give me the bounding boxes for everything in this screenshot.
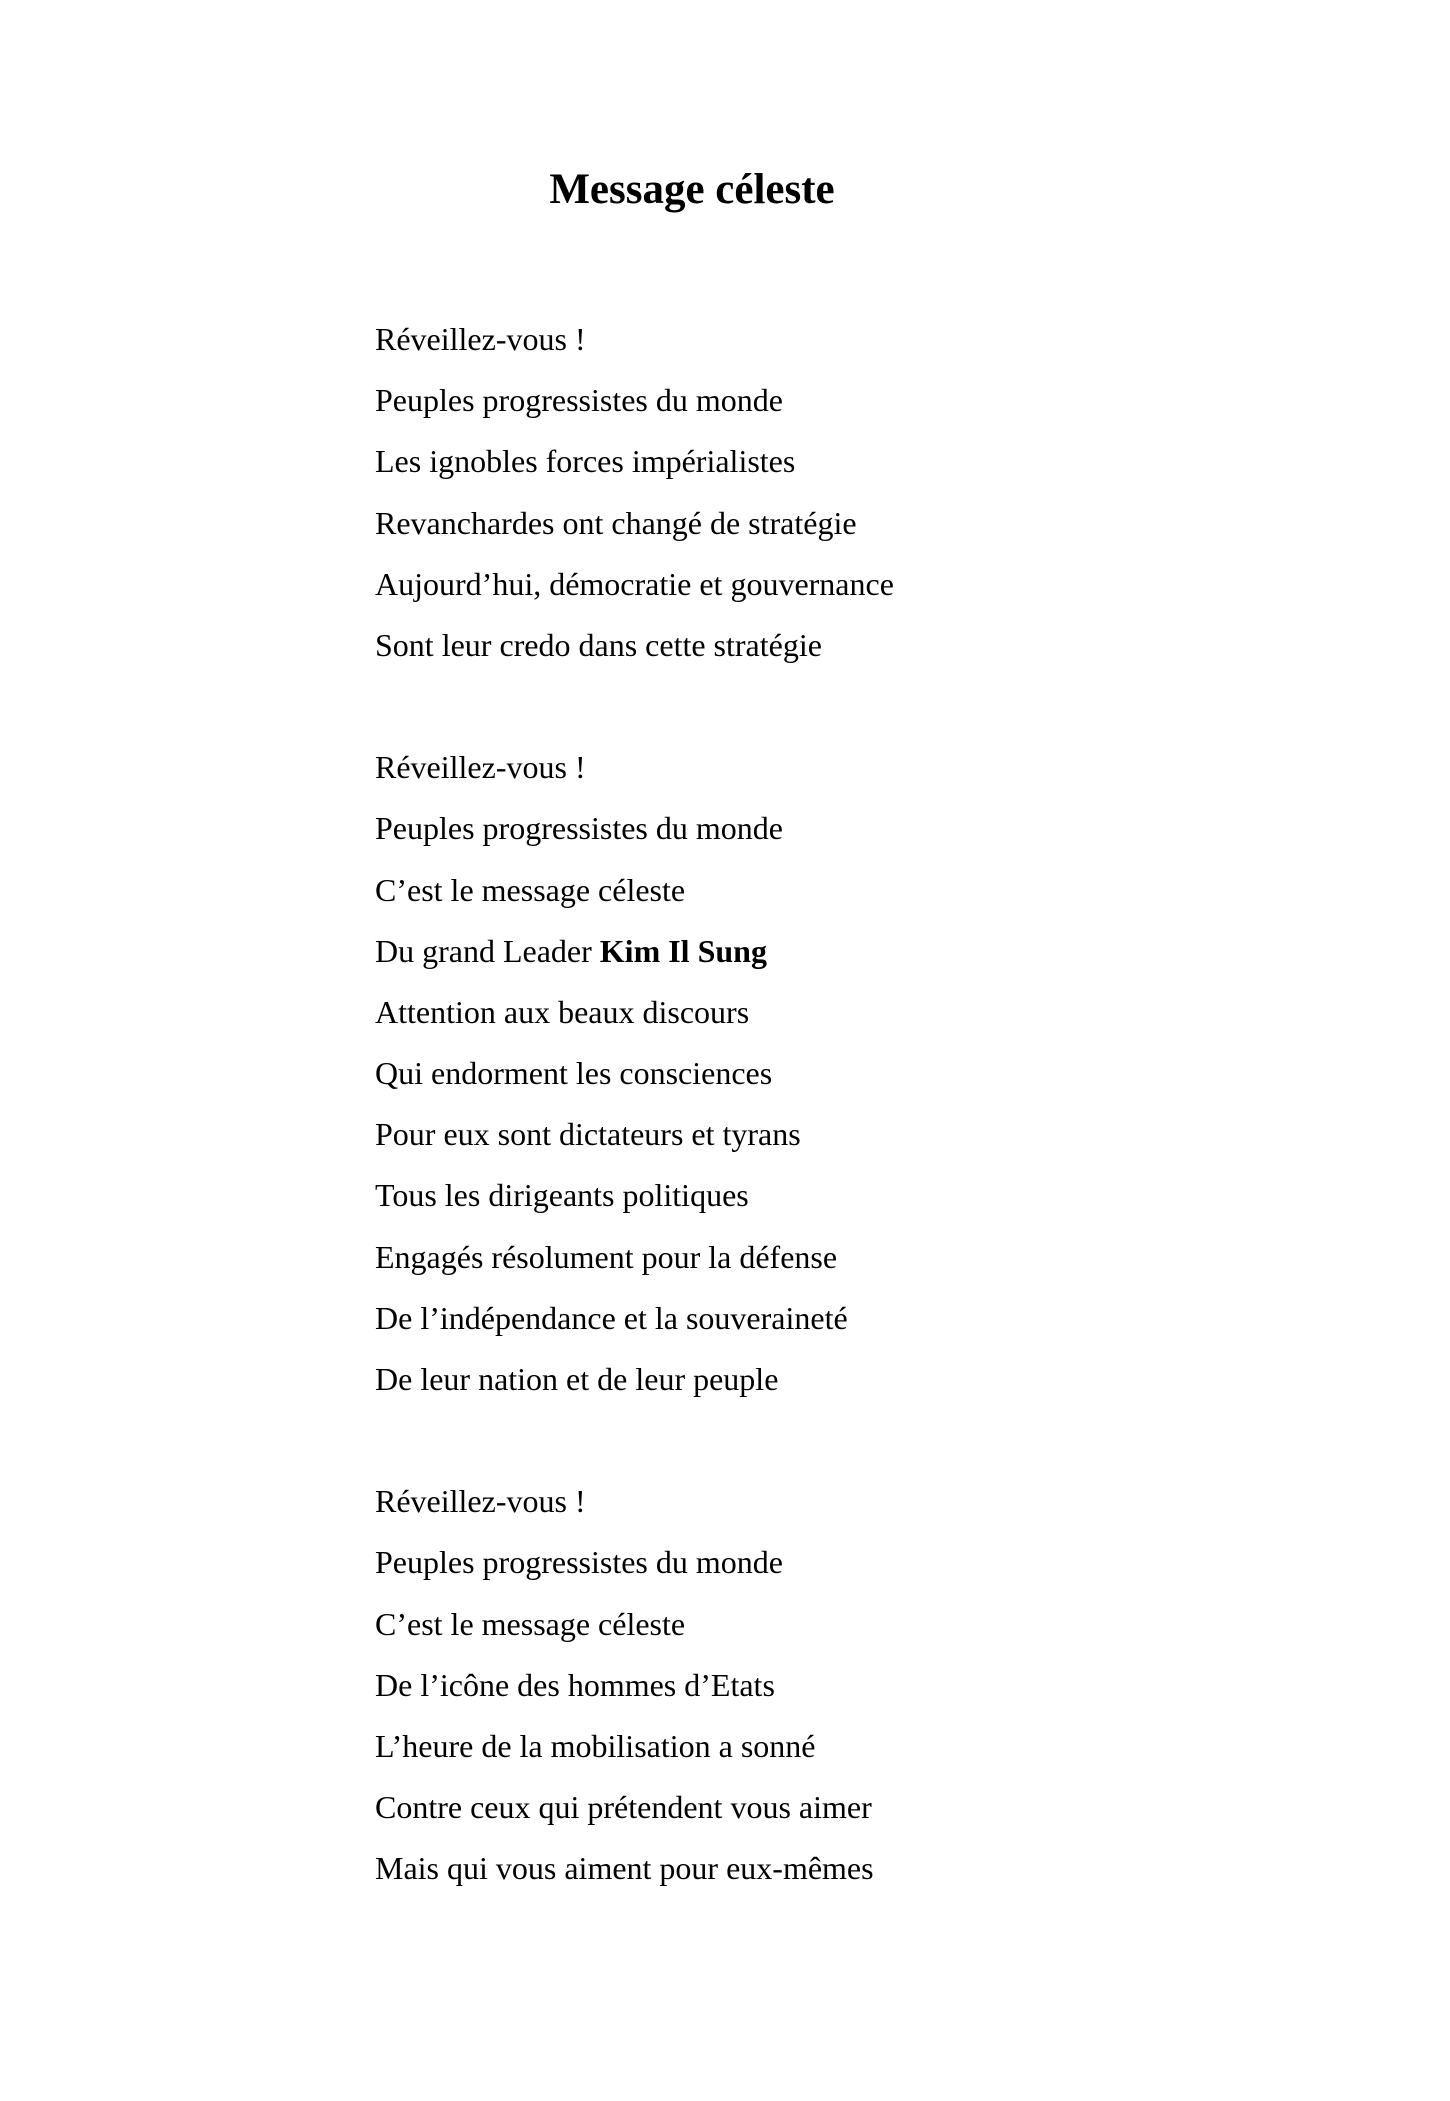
verse-line: Réveillez-vous ! — [375, 1483, 586, 1520]
poem-title: Message céleste — [549, 166, 835, 213]
verse-line: Engagés résolument pour la défense — [375, 1238, 838, 1275]
verse-line: Tous les dirigeants politiques — [375, 1177, 749, 1214]
verse-line: De l’icône des hommes d’Etats — [375, 1666, 775, 1703]
stanza-2 — [375, 737, 1375, 1410]
verse-line: Attention aux beaux discours — [375, 993, 750, 1030]
verse-line-leader — [375, 921, 1375, 982]
verse-line: Peuples progressistes du monde — [375, 1544, 783, 1581]
verse-line: C’est le message céleste — [375, 871, 686, 908]
stanza-1 — [375, 309, 1375, 676]
leader-name: Kim Il Sung — [599, 932, 767, 969]
verse-line: C’est le message céleste — [375, 1605, 686, 1642]
verse-line: Qui endorment les consciences — [375, 1055, 773, 1092]
verse-line: L’heure de la mobilisation a sonné — [375, 1727, 816, 1764]
poem-body — [375, 309, 1375, 1961]
verse-line: Les ignobles forces impérialistes — [375, 443, 796, 480]
verse-line: Peuples progressistes du monde — [375, 382, 783, 419]
verse-line: Contre ceux qui prétendent vous aimer — [375, 1789, 872, 1826]
verse-line: De l’indépendance et la souveraineté — [375, 1299, 848, 1336]
verse-line-prefix: Du grand Leader — [375, 932, 600, 969]
verse-line: Réveillez-vous ! — [375, 749, 586, 786]
verse-line: Pour eux sont dictateurs et tyrans — [375, 1116, 801, 1153]
verse-line: Mais qui vous aiment pour eux-mêmes — [375, 1850, 874, 1887]
verse-line: De leur nation et de leur peuple — [375, 1361, 779, 1397]
verse-line: Sont leur credo dans cette stratégie — [375, 626, 822, 663]
verse-line: Aujourd’hui, démocratie et gouvernance — [375, 565, 894, 602]
stanza-3 — [375, 1471, 1375, 1899]
verse-line: Revanchardes ont changé de stratégie — [375, 504, 857, 541]
verse-line: Peuples progressistes du monde — [375, 810, 783, 847]
verse-line: Réveillez-vous ! — [375, 321, 586, 357]
